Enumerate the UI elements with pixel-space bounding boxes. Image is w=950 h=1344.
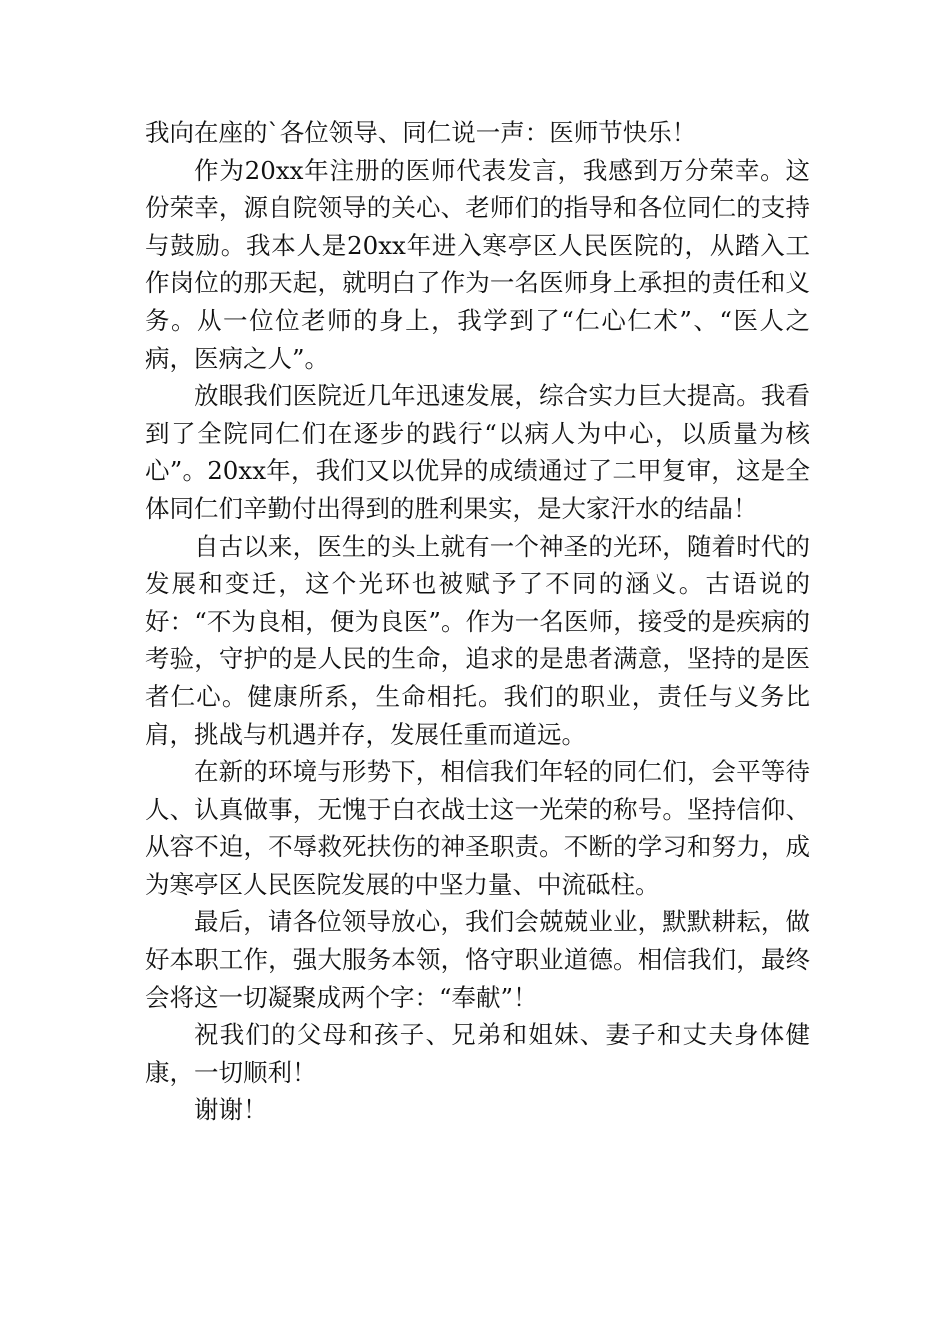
paragraph-introduction: 作为20xx年注册的医师代表发言，我感到万分荣幸。这份荣幸，源自院领导的关心、老师们的指导和各位同仁的支持与鼓励。我本人是20xx年进入寒亭区人民医院的，从踏入工作岗位的那天起，就明白了作为一名医师身上承担的责任和义务。从一位位老师的身上，我学到了“仁心仁术”、“医人之病，医病之人”。 xyxy=(145,155,810,373)
paragraph-hospital-development: 放眼我们医院近几年迅速发展，综合实力巨大提高。我看到了全院同仁们在逐步的践行“以病人为中心，以质量为核心”。20xx年，我们又以优异的成绩通过了二甲复审，这是全体同仁们辛勤付出得到的胜利果实，是大家汗水的结晶！ xyxy=(145,381,810,523)
speech-body xyxy=(145,114,810,1129)
paragraph-blessing: 祝我们的父母和孩子、兄弟和姐妹、妻子和丈夫身体健康，一切顺利！ xyxy=(145,1020,810,1087)
paragraph-commitment: 最后，请各位领导放心，我们会兢兢业业，默默耕耘，做好本职工作，强大服务本领，恪守职业道德。相信我们，最终会将这一切凝聚成两个字：“奉献”！ xyxy=(145,907,810,1012)
paragraph-thanks: 谢谢！ xyxy=(194,1095,268,1125)
paragraph-young-colleagues: 在新的环境与形势下，相信我们年轻的同仁们，会平等待人、认真做事，无愧于白衣战士这一光荣的称号。坚持信仰、从容不迫，不辱救死扶伤的神圣职责。不断的学习和努力，成为寒亭区人民医院发展的中坚力量、中流砥柱。 xyxy=(145,757,810,899)
paragraph-doctor-mission: 自古以来，医生的头上就有一个神圣的光环，随着时代的发展和变迁，这个光环也被赋予了不同的涵义。古语说的好：“不为良相，便为良医”。作为一名医师，接受的是疾病的考验，守护的是人民的生命，追求的是患者满意，坚持的是医者仁心。健康所系，生命相托。我们的职业，责任与义务比肩，挑战与机遇并存，发展任重而道远。 xyxy=(145,531,810,749)
paragraph-greeting: 我向在座的`各位领导、同仁说一声：医师节快乐！ xyxy=(145,118,697,147)
